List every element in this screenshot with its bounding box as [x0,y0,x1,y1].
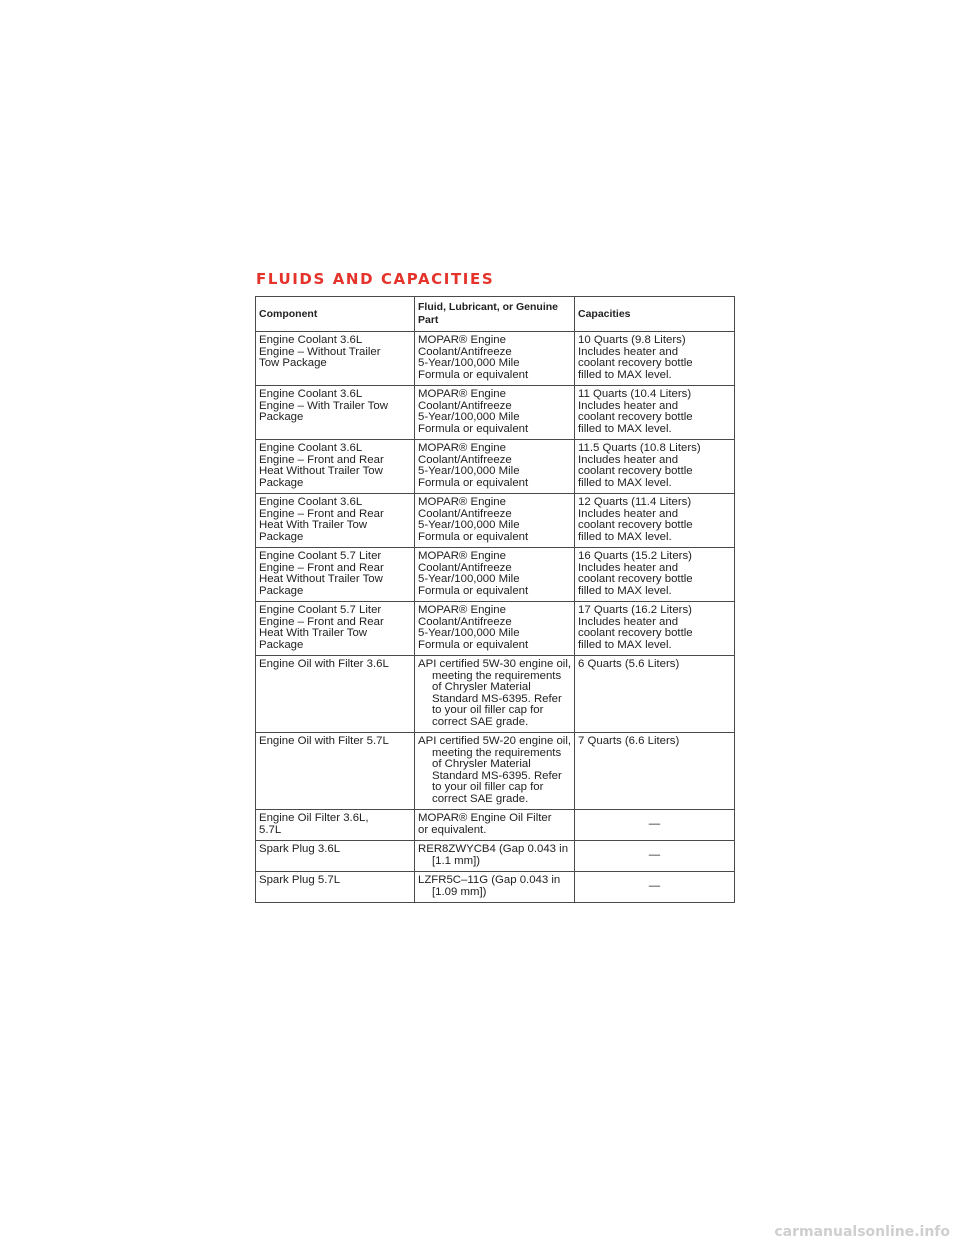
cell-component-line: Engine – Front and Rear [259,507,384,520]
cell-fluid-line: MOPAR® Engine [418,550,506,562]
cell-component-line: Heat Without Trailer Tow [259,573,383,585]
cell-fluid-line: Formula or equivalent [418,638,529,651]
cell-component-line: Engine Oil with Filter 3.6L [259,658,389,670]
cell-component-line: Heat With Trailer Tow [259,627,368,639]
cell-fluid-line: Coolant/Antifreeze [418,453,512,466]
cell-fluid-line: Coolant/Antifreeze [418,507,512,520]
cell-capacity-line: filled to MAX level. [578,530,672,543]
cell-capacity-line: 10 Quarts (9.8 Liters) [578,334,686,346]
cell-capacity-line: filled to MAX level. [578,422,672,435]
cell-capacity-line: Includes heater and [578,345,679,358]
cell-component-line: Engine Coolant 3.6L [259,388,363,400]
cell-capacity-line: filled to MAX level. [578,584,672,597]
cell-fluid-text: API certified 5W-20 engine oil, meeting the requirements of Chrysler Material Standard MS-6395. Refer to your oil filler cap for correct SAE grade. [418,735,572,805]
cell-component [256,386,415,440]
table-row [256,602,735,656]
cell-fluid [415,332,575,386]
cell-component [256,332,415,386]
table-row [256,386,735,440]
cell-fluid-line: 5-Year/100,000 Mile [418,519,520,531]
cell-component-line: Heat With Trailer Tow [259,519,368,531]
cell-fluid-line: Coolant/Antifreeze [418,345,512,358]
cell-fluid [415,733,575,810]
cell-component [256,872,415,903]
cell-capacity [575,733,735,810]
cell-capacity-line: 11.5 Quarts (10.8 Liters) [578,442,701,454]
cell-component [256,602,415,656]
table-row [256,332,735,386]
cell-capacity [575,602,735,656]
cell-capacity-line: coolant recovery bottle [578,465,693,477]
cell-component [256,548,415,602]
cell-component-line: Package [259,584,304,597]
cell-component-line: Package [259,411,304,423]
cell-component-line: Engine Coolant 3.6L [259,442,363,454]
header-fluid [415,297,575,332]
cell-component-line: Engine – Front and Rear [259,453,384,466]
cell-fluid-text: LZFR5C–11G (Gap 0.043 in [1.09 mm]) [418,874,561,898]
cell-capacity [575,332,735,386]
cell-component-line: Package [259,638,304,651]
cell-fluid-line: 5-Year/100,000 Mile [418,465,520,477]
table-row [256,841,735,872]
cell-fluid-line: 5-Year/100,000 Mile [418,573,520,585]
cell-capacity: — [575,810,735,841]
cell-capacity-line: Includes heater and [578,507,679,520]
cell-capacity-line: Includes heater and [578,453,679,466]
cell-capacity: — [575,841,735,872]
cell-component-line: Engine Coolant 5.7 Liter [259,604,382,616]
cell-capacity-line: 12 Quarts (11.4 Liters) [578,496,692,508]
cell-fluid [415,602,575,656]
cell-component [256,440,415,494]
cell-component-line: Engine Oil Filter 3.6L, [259,812,369,824]
cell-capacity [575,656,735,733]
cell-component-line: Package [259,530,304,543]
cell-fluid-line: MOPAR® Engine Oil Filter [418,812,552,824]
cell-fluid-line: Formula or equivalent [418,476,529,489]
cell-capacity: — [575,872,735,903]
table-body [256,332,735,903]
cell-component-line: Spark Plug 5.7L [259,874,341,886]
table-row [256,872,735,903]
table-row [256,656,735,733]
fluids-capacities-table [255,296,735,903]
cell-capacity-line: filled to MAX level. [578,638,672,651]
cell-fluid-line: 5-Year/100,000 Mile [418,627,520,639]
cell-capacity [575,440,735,494]
table-row [256,494,735,548]
cell-fluid-line: 5-Year/100,000 Mile [418,357,520,369]
cell-component [256,494,415,548]
cell-capacity-line: coolant recovery bottle [578,573,693,585]
cell-component-line: Engine – Without Trailer [259,345,381,358]
cell-fluid [415,386,575,440]
cell-component-line: Heat Without Trailer Tow [259,465,383,477]
cell-fluid-text: API certified 5W-30 engine oil, meeting the requirements of Chrysler Material Standard MS-6395. Refer to your oil filler cap for correct SAE grade. [418,658,572,728]
cell-fluid [415,841,575,872]
cell-fluid-line: Coolant/Antifreeze [418,399,512,412]
cell-component-line: Engine Coolant 5.7 Liter [259,550,382,562]
cell-capacity [575,494,735,548]
cell-capacity-line: Includes heater and [578,561,679,574]
cell-capacity-line: filled to MAX level. [578,476,672,489]
cell-capacity [575,386,735,440]
cell-fluid-line: Formula or equivalent [418,422,529,435]
table-row [256,810,735,841]
cell-fluid [415,810,575,841]
table-row [256,733,735,810]
cell-fluid-line: MOPAR® Engine [418,442,506,454]
cell-fluid-line: Formula or equivalent [418,530,529,543]
cell-capacity-line: coolant recovery bottle [578,357,693,369]
cell-capacity-line: 16 Quarts (15.2 Liters) [578,550,692,562]
cell-fluid [415,656,575,733]
cell-fluid-line: Coolant/Antifreeze [418,561,512,574]
cell-capacity-line: Includes heater and [578,399,679,412]
cell-component-line: 5.7L [259,823,282,836]
cell-component-line: Package [259,476,304,489]
cell-fluid [415,548,575,602]
cell-capacity-line: 11 Quarts (10.4 Liters) [578,388,692,400]
cell-component-line: Spark Plug 3.6L [259,843,341,855]
cell-component-line: Engine – Front and Rear [259,561,384,574]
cell-capacity-line: coolant recovery bottle [578,627,693,639]
header-fluid-line1: Fluid, Lubricant, or Genuine [418,301,559,313]
cell-component [256,810,415,841]
cell-fluid [415,872,575,903]
cell-component-line: Engine – Front and Rear [259,615,384,628]
cell-capacity-line: Includes heater and [578,615,679,628]
cell-capacity-line: coolant recovery bottle [578,519,693,531]
cell-capacity-line: filled to MAX level. [578,368,672,381]
cell-component-line: Tow Package [259,357,327,369]
cell-fluid [415,440,575,494]
cell-fluid-line: MOPAR® Engine [418,388,506,400]
cell-fluid-line: MOPAR® Engine [418,604,506,616]
header-capacities: Capacities [575,297,735,332]
header-fluid-line2: Part [418,314,439,326]
cell-fluid-line: Formula or equivalent [418,368,529,381]
cell-fluid-line: MOPAR® Engine [418,334,506,346]
watermark: carmanualsonline.info [774,1224,950,1240]
cell-component [256,733,415,810]
header-component: Component [256,297,415,332]
cell-component-line: Engine Oil with Filter 5.7L [259,735,389,747]
cell-fluid [415,494,575,548]
cell-fluid-line: Coolant/Antifreeze [418,615,512,628]
cell-component-line: Engine – With Trailer Tow [259,399,388,412]
cell-capacity-line: 17 Quarts (16.2 Liters) [578,604,692,616]
cell-capacity-line: 7 Quarts (6.6 Liters) [578,735,680,747]
cell-component-line: Engine Coolant 3.6L [259,496,363,508]
table-header-row [256,297,735,332]
cell-component [256,841,415,872]
cell-fluid-line: or equivalent. [418,823,487,836]
cell-fluid-text: RER8ZWYCB4 (Gap 0.043 in [1.1 mm]) [418,843,569,867]
cell-capacity-line: coolant recovery bottle [578,411,693,423]
cell-capacity [575,548,735,602]
table-row [256,548,735,602]
cell-component-line: Engine Coolant 3.6L [259,334,363,346]
cell-fluid-line: 5-Year/100,000 Mile [418,411,520,423]
cell-capacity-line: 6 Quarts (5.6 Liters) [578,658,680,670]
table-row [256,440,735,494]
page-title: FLUIDS AND CAPACITIES [256,270,495,288]
cell-fluid-line: MOPAR® Engine [418,496,506,508]
cell-component [256,656,415,733]
cell-fluid-line: Formula or equivalent [418,584,529,597]
